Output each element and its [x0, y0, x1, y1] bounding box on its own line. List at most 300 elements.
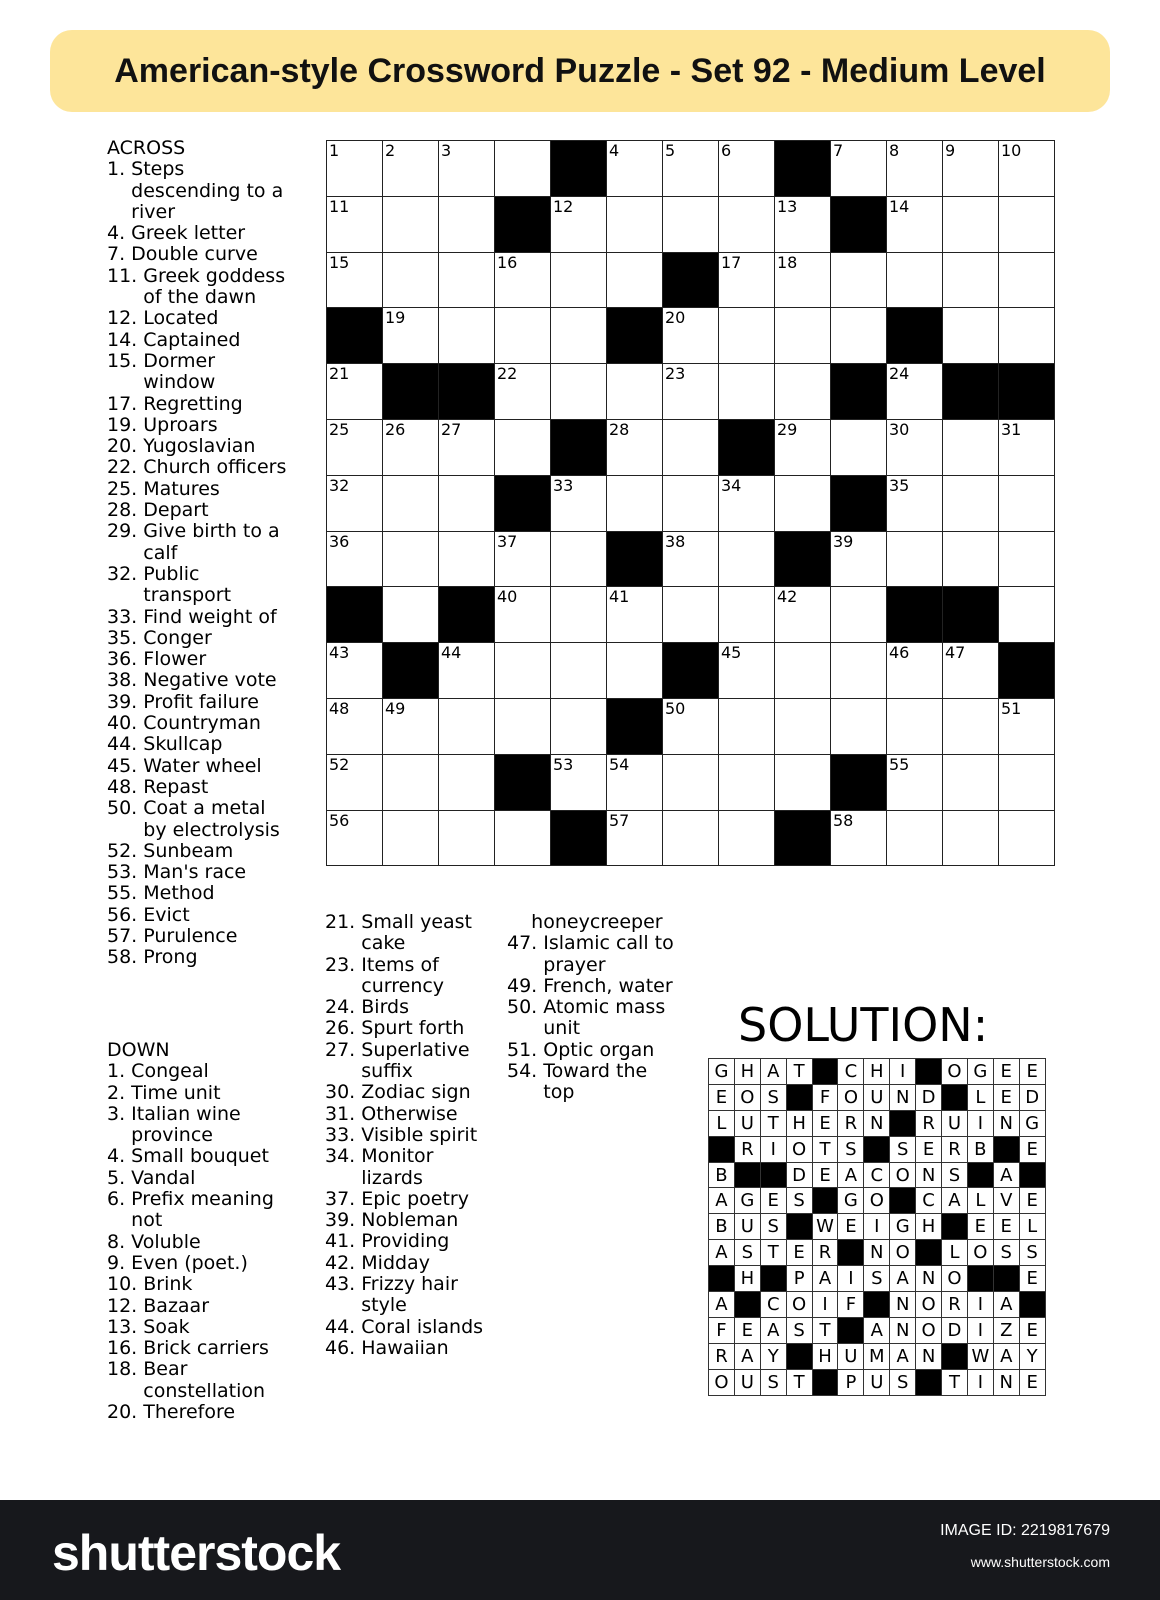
solution-black-square — [1020, 1292, 1046, 1318]
clue-number: 17. — [107, 392, 144, 415]
solution-letter: E — [1020, 1318, 1046, 1344]
clue-text: Epic poetry — [361, 1187, 469, 1210]
solution-letter: N — [864, 1111, 890, 1137]
clue-number: 20. — [107, 1401, 144, 1424]
grid-cell[interactable] — [831, 699, 887, 755]
grid-cell[interactable] — [551, 364, 607, 420]
solution-letter: L — [968, 1188, 994, 1214]
grid-cell[interactable] — [551, 253, 607, 309]
cell-number: 26 — [385, 419, 406, 439]
solution-row — [709, 1085, 1046, 1111]
clue-item — [107, 692, 287, 713]
grid-cell[interactable] — [439, 420, 495, 476]
grid-cell[interactable] — [999, 197, 1055, 253]
grid-cell[interactable] — [607, 253, 663, 309]
grid-cell[interactable] — [551, 308, 607, 364]
cell-number: 24 — [889, 364, 910, 384]
clue-number: 51. — [507, 1038, 544, 1061]
clue-item — [107, 1061, 287, 1082]
grid-cell[interactable] — [439, 476, 495, 532]
solution-letter: S — [942, 1163, 968, 1189]
grid-cell[interactable] — [831, 532, 887, 588]
grid-cell[interactable] — [775, 699, 831, 755]
black-square — [383, 364, 439, 420]
solution-letter: T — [942, 1370, 968, 1396]
grid-cell[interactable] — [831, 643, 887, 699]
solution-letter: G — [1020, 1111, 1046, 1137]
cell-number: 25 — [329, 419, 350, 439]
grid-cell[interactable] — [663, 811, 719, 867]
cell-number: 35 — [889, 475, 910, 495]
grid-cell[interactable] — [775, 587, 831, 643]
grid-cell[interactable] — [327, 476, 383, 532]
clue-number: 40. — [107, 712, 144, 735]
solution-letter: E — [916, 1137, 942, 1163]
clue-item — [107, 330, 287, 351]
solution-letter: U — [735, 1370, 761, 1396]
grid-cell[interactable] — [831, 420, 887, 476]
grid-cell[interactable] — [887, 699, 943, 755]
clue-number: 43. — [325, 1273, 362, 1296]
clue-item — [107, 1232, 287, 1253]
grid-cell[interactable] — [719, 811, 775, 867]
clue-item — [107, 1146, 287, 1167]
grid-cell[interactable] — [999, 476, 1055, 532]
grid-row — [327, 532, 1055, 588]
solution-letter: O — [916, 1318, 942, 1344]
grid-cell[interactable] — [887, 755, 943, 811]
clue-number: 6. — [107, 1188, 132, 1211]
grid-cell[interactable] — [495, 643, 551, 699]
clue-text: Superlative suffix — [361, 1038, 470, 1083]
cell-number: 17 — [721, 252, 742, 272]
solution-letter: I — [838, 1266, 864, 1292]
solution-letter: V — [994, 1188, 1020, 1214]
solution-letter: S — [787, 1318, 813, 1344]
grid-cell[interactable] — [439, 643, 495, 699]
grid-cell[interactable] — [663, 476, 719, 532]
grid-cell[interactable] — [943, 141, 999, 197]
solution-black-square — [735, 1163, 761, 1189]
clue-text: Midday — [361, 1251, 430, 1274]
solution-letter: A — [761, 1318, 787, 1344]
clue-item — [107, 607, 287, 628]
grid-cell[interactable] — [831, 587, 887, 643]
grid-cell[interactable] — [327, 197, 383, 253]
grid-cell[interactable] — [831, 811, 887, 867]
clue-item — [107, 1168, 287, 1189]
grid-cell[interactable] — [887, 197, 943, 253]
solution-black-square — [916, 1059, 942, 1085]
grid-cell[interactable] — [495, 364, 551, 420]
grid-cell[interactable] — [719, 308, 775, 364]
clue-text: Captained — [143, 328, 241, 351]
cell-number: 22 — [497, 364, 518, 384]
crossword-grid — [326, 140, 1055, 866]
clue-item — [107, 798, 287, 841]
grid-cell[interactable] — [719, 532, 775, 588]
clue-text: Optic organ — [543, 1038, 655, 1061]
grid-cell[interactable] — [719, 197, 775, 253]
grid-cell[interactable] — [887, 811, 943, 867]
solution-letter: A — [994, 1292, 1020, 1318]
grid-cell[interactable] — [551, 699, 607, 755]
grid-cell[interactable] — [663, 699, 719, 755]
solution-black-square — [813, 1188, 839, 1214]
clue-text: Find weight of — [143, 605, 277, 628]
cell-number: 42 — [777, 587, 798, 607]
solution-letter: C — [838, 1059, 864, 1085]
clue-item — [107, 1189, 287, 1232]
solution-row — [709, 1292, 1046, 1318]
cell-number: 30 — [889, 419, 910, 439]
clue-number: 5. — [107, 1166, 132, 1189]
grid-cell[interactable] — [383, 476, 439, 532]
grid-cell[interactable] — [495, 699, 551, 755]
solution-letter: R — [942, 1137, 968, 1163]
grid-cell[interactable] — [495, 308, 551, 364]
grid-cell[interactable] — [943, 811, 999, 867]
grid-cell[interactable] — [999, 811, 1055, 867]
solution-letter: S — [890, 1137, 916, 1163]
grid-cell[interactable] — [383, 755, 439, 811]
grid-cell[interactable] — [999, 420, 1055, 476]
grid-cell[interactable] — [327, 420, 383, 476]
grid-cell[interactable] — [719, 755, 775, 811]
solution-letter: I — [968, 1111, 994, 1137]
solution-letter: E — [813, 1111, 839, 1137]
cell-number: 4 — [609, 141, 620, 160]
grid-cell[interactable] — [887, 253, 943, 309]
grid-cell[interactable] — [663, 587, 719, 643]
solution-black-square — [761, 1266, 787, 1292]
grid-cell[interactable] — [551, 532, 607, 588]
grid-cell[interactable] — [439, 253, 495, 309]
clue-number: 53. — [107, 861, 144, 884]
grid-cell[interactable] — [383, 811, 439, 867]
grid-cell[interactable] — [607, 197, 663, 253]
clue-number: 54. — [507, 1060, 544, 1083]
grid-cell[interactable] — [607, 420, 663, 476]
clue-item — [107, 841, 287, 862]
grid-row — [327, 197, 1055, 253]
clue-number: 49. — [507, 974, 544, 997]
clue-item — [507, 933, 677, 976]
grid-cell[interactable] — [663, 141, 719, 197]
grid-cell[interactable] — [943, 532, 999, 588]
cell-number: 29 — [777, 419, 798, 439]
black-square — [943, 587, 999, 643]
solution-letter: C — [916, 1188, 942, 1214]
grid-cell[interactable] — [775, 755, 831, 811]
grid-cell[interactable] — [607, 755, 663, 811]
grid-cell[interactable] — [719, 476, 775, 532]
grid-cell[interactable] — [887, 643, 943, 699]
solution-letter: G — [890, 1214, 916, 1240]
solution-letter: E — [968, 1214, 994, 1240]
grid-cell[interactable] — [775, 364, 831, 420]
grid-cell[interactable] — [383, 587, 439, 643]
grid-cell[interactable] — [775, 253, 831, 309]
grid-cell[interactable] — [439, 197, 495, 253]
grid-cell[interactable] — [887, 532, 943, 588]
cell-number: 47 — [945, 643, 966, 663]
clue-text: Otherwise — [361, 1102, 458, 1125]
cell-number: 57 — [609, 810, 630, 830]
grid-cell[interactable] — [663, 420, 719, 476]
solution-grid — [708, 1058, 1046, 1396]
grid-cell[interactable] — [439, 308, 495, 364]
grid-cell[interactable] — [439, 141, 495, 197]
solution-letter: D — [1020, 1085, 1046, 1111]
solution-letter: Z — [994, 1318, 1020, 1344]
grid-cell[interactable] — [719, 364, 775, 420]
grid-cell[interactable] — [719, 141, 775, 197]
solution-letter: H — [735, 1266, 761, 1292]
grid-cell[interactable] — [607, 587, 663, 643]
grid-cell[interactable] — [663, 308, 719, 364]
solution-black-square — [838, 1240, 864, 1266]
grid-cell[interactable] — [775, 308, 831, 364]
grid-cell[interactable] — [327, 755, 383, 811]
grid-cell[interactable] — [383, 308, 439, 364]
grid-cell[interactable] — [943, 643, 999, 699]
grid-cell[interactable] — [663, 532, 719, 588]
clue-text: Purulence — [143, 924, 238, 947]
solution-letter: I — [968, 1292, 994, 1318]
grid-cell[interactable] — [887, 364, 943, 420]
grid-cell[interactable] — [775, 197, 831, 253]
solution-letter: I — [968, 1370, 994, 1396]
clue-text: Water wheel — [143, 754, 262, 777]
grid-cell[interactable] — [999, 755, 1055, 811]
grid-cell[interactable] — [327, 253, 383, 309]
grid-cell[interactable] — [607, 141, 663, 197]
grid-cell[interactable] — [439, 755, 495, 811]
grid-cell[interactable] — [775, 643, 831, 699]
clue-item — [507, 1061, 677, 1104]
solution-letter: L — [709, 1111, 735, 1137]
grid-cell[interactable] — [551, 197, 607, 253]
grid-cell[interactable] — [495, 811, 551, 867]
grid-cell[interactable] — [607, 364, 663, 420]
grid-cell[interactable] — [719, 699, 775, 755]
solution-black-square — [890, 1188, 916, 1214]
solution-letter: T — [787, 1370, 813, 1396]
clue-number: 16. — [107, 1337, 144, 1360]
clue-number: 55. — [107, 882, 144, 905]
solution-letter: D — [942, 1318, 968, 1344]
solution-letter: E — [994, 1085, 1020, 1111]
grid-cell[interactable] — [383, 141, 439, 197]
solution-letter: G — [968, 1059, 994, 1085]
solution-black-square — [916, 1240, 942, 1266]
grid-cell[interactable] — [383, 699, 439, 755]
cell-number: 50 — [665, 698, 686, 718]
grid-cell[interactable] — [831, 141, 887, 197]
brand-logo: shutterstock — [52, 1525, 341, 1581]
clue-item — [107, 159, 287, 223]
solution-letter: F — [813, 1085, 839, 1111]
clue-number: 39. — [325, 1209, 362, 1232]
solution-letter: S — [761, 1214, 787, 1240]
grid-cell[interactable] — [663, 197, 719, 253]
grid-cell[interactable] — [383, 197, 439, 253]
grid-cell[interactable] — [327, 141, 383, 197]
grid-cell[interactable] — [999, 587, 1055, 643]
grid-cell[interactable] — [719, 587, 775, 643]
grid-cell[interactable] — [327, 643, 383, 699]
grid-cell[interactable] — [383, 420, 439, 476]
solution-letter: U — [864, 1370, 890, 1396]
clue-text: Greek goddess of the dawn — [143, 264, 286, 309]
grid-cell[interactable] — [831, 253, 887, 309]
solution-letter: O — [735, 1085, 761, 1111]
grid-cell[interactable] — [887, 420, 943, 476]
grid-cell[interactable] — [495, 420, 551, 476]
solution-letter: R — [735, 1137, 761, 1163]
grid-cell[interactable] — [495, 532, 551, 588]
grid-cell[interactable] — [943, 420, 999, 476]
grid-cell[interactable] — [775, 476, 831, 532]
solution-black-square — [942, 1214, 968, 1240]
black-square — [383, 643, 439, 699]
grid-cell[interactable] — [887, 141, 943, 197]
grid-cell[interactable] — [887, 476, 943, 532]
grid-cell[interactable] — [943, 308, 999, 364]
clue-number: 39. — [107, 690, 144, 713]
cell-number: 6 — [721, 141, 732, 160]
solution-black-square — [1020, 1163, 1046, 1189]
solution-row — [709, 1163, 1046, 1189]
grid-cell[interactable] — [439, 699, 495, 755]
grid-cell[interactable] — [999, 253, 1055, 309]
cell-number: 31 — [1001, 419, 1022, 439]
grid-cell[interactable] — [607, 476, 663, 532]
clue-item — [325, 1253, 485, 1274]
clue-text: Man's race — [143, 861, 247, 884]
grid-cell[interactable] — [439, 811, 495, 867]
grid-cell[interactable] — [551, 476, 607, 532]
grid-cell[interactable] — [831, 308, 887, 364]
grid-cell[interactable] — [495, 587, 551, 643]
grid-cell[interactable] — [327, 811, 383, 867]
clue-text: Nobleman — [361, 1209, 459, 1232]
grid-cell[interactable] — [383, 532, 439, 588]
solution-letter: S — [838, 1137, 864, 1163]
grid-cell[interactable] — [383, 253, 439, 309]
grid-cell[interactable] — [607, 811, 663, 867]
solution-letter: O — [942, 1059, 968, 1085]
cell-number: 34 — [721, 475, 742, 495]
solution-letter: H — [735, 1059, 761, 1085]
solution-letter: O — [709, 1370, 735, 1396]
grid-cell[interactable] — [663, 755, 719, 811]
footer-bar — [0, 1500, 1160, 1600]
grid-cell[interactable] — [551, 587, 607, 643]
solution-letter: E — [735, 1318, 761, 1344]
clue-item — [107, 926, 287, 947]
solution-letter: E — [761, 1188, 787, 1214]
solution-letter: S — [735, 1240, 761, 1266]
grid-cell[interactable] — [607, 643, 663, 699]
grid-cell[interactable] — [439, 532, 495, 588]
solution-letter: A — [761, 1059, 787, 1085]
grid-cell[interactable] — [943, 476, 999, 532]
solution-letter: A — [994, 1163, 1020, 1189]
grid-cell[interactable] — [495, 141, 551, 197]
clue-number: 41. — [325, 1230, 362, 1253]
grid-cell[interactable] — [999, 308, 1055, 364]
grid-row — [327, 308, 1055, 364]
grid-cell[interactable] — [551, 643, 607, 699]
solution-black-square — [787, 1214, 813, 1240]
grid-cell[interactable] — [775, 420, 831, 476]
grid-cell[interactable] — [943, 699, 999, 755]
clue-item — [107, 244, 287, 265]
solution-letter: N — [864, 1240, 890, 1266]
solution-letter: W — [813, 1214, 839, 1240]
clue-text: Hawaiian — [361, 1336, 449, 1359]
black-square — [495, 197, 551, 253]
clue-text: Method — [143, 882, 215, 905]
solution-black-square — [994, 1266, 1020, 1292]
grid-cell[interactable] — [943, 253, 999, 309]
solution-letter: F — [709, 1318, 735, 1344]
grid-cell[interactable] — [719, 643, 775, 699]
solution-letter: R — [709, 1344, 735, 1370]
grid-cell[interactable] — [999, 532, 1055, 588]
cell-number: 41 — [609, 587, 630, 607]
cell-number: 11 — [329, 196, 350, 216]
grid-cell[interactable] — [327, 532, 383, 588]
clue-text: Evict — [143, 903, 190, 926]
clue-number: 13. — [107, 1315, 144, 1338]
cell-number: 52 — [329, 754, 350, 774]
clue-text: Small bouquet — [131, 1145, 269, 1168]
grid-cell[interactable] — [719, 253, 775, 309]
grid-cell[interactable] — [999, 699, 1055, 755]
grid-cell[interactable] — [663, 364, 719, 420]
grid-cell[interactable] — [551, 755, 607, 811]
down-heading: DOWN — [107, 1039, 170, 1061]
solution-letter: B — [709, 1163, 735, 1189]
grid-cell[interactable] — [495, 253, 551, 309]
grid-cell[interactable] — [943, 197, 999, 253]
clue-number: 22. — [107, 456, 144, 479]
solution-letter: Y — [761, 1344, 787, 1370]
solution-black-square — [709, 1266, 735, 1292]
black-square — [607, 308, 663, 364]
solution-letter: A — [942, 1188, 968, 1214]
clue-number: 31. — [325, 1102, 362, 1125]
clue-text: Monitor lizards — [361, 1145, 434, 1189]
solution-letter: L — [942, 1240, 968, 1266]
cell-number: 20 — [665, 308, 686, 328]
clue-text: Profit failure — [143, 690, 259, 713]
grid-cell[interactable] — [327, 364, 383, 420]
cell-number: 53 — [553, 754, 574, 774]
solution-letter: N — [916, 1344, 942, 1370]
solution-letter: S — [1020, 1240, 1046, 1266]
grid-cell[interactable] — [327, 699, 383, 755]
clue-continuation: honeycreeper — [531, 911, 663, 933]
clue-text: Toward the top — [543, 1060, 648, 1104]
grid-cell[interactable] — [943, 755, 999, 811]
clue-text: Brick carriers — [143, 1337, 269, 1360]
grid-cell[interactable] — [999, 141, 1055, 197]
clue-text: Give birth to a calf — [143, 520, 280, 564]
